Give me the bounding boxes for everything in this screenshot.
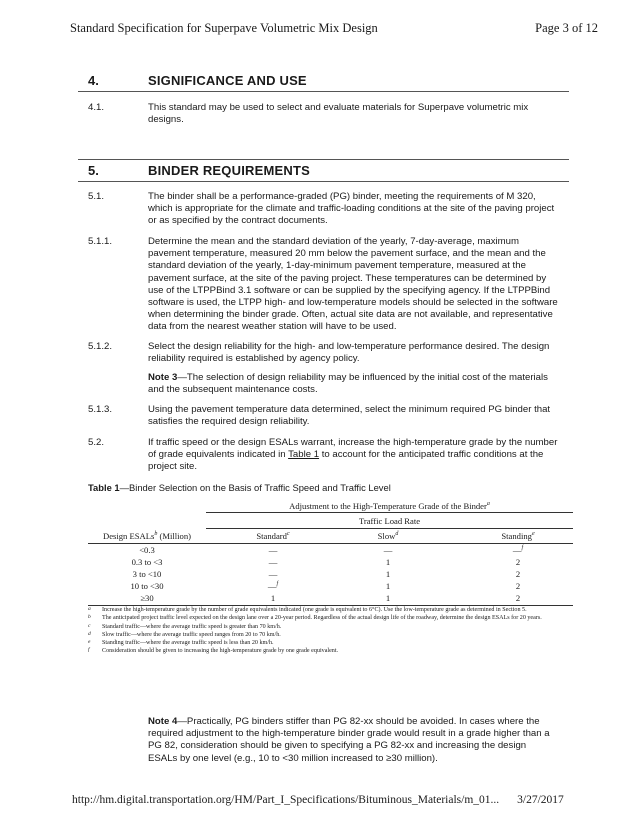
table-cell-slow: 1 [385, 569, 391, 579]
footer-url[interactable]: http://hm.digital.transportation.org/HM/Part_I_Specifications/Bituminous_Materials/m_01... [72, 794, 500, 806]
table-cell-standard: — [268, 569, 278, 579]
paragraph-number: 5.1.2. [88, 341, 113, 352]
column-header-standing: Standing$^e$ [501, 531, 535, 541]
section-rule [78, 91, 569, 92]
page-number: Page 3 of 12 [535, 21, 598, 35]
table-cell-slow: 1 [385, 593, 391, 603]
footnote: b The anticipated project traffic level expected on the design lane over a 20-year period. Regardless of the actual design life of the roadway, determine the design ESALs for 20 years. [88, 614, 542, 622]
paragraph-number: 4.1. [88, 102, 105, 113]
group-header: Adjustment to the High-Temperature Grade of the Binder$^a$ [289, 501, 490, 511]
section-title: SIGNIFICANCE AND USE [148, 73, 307, 88]
table-cell-standing: 2 [515, 581, 521, 591]
subgroup-header: Traffic Load Rate [358, 516, 421, 526]
note-label: Note 4 [148, 716, 178, 727]
note-4 [148, 716, 558, 765]
paragraph-text: The binder shall be a performance-graded (PG) binder, meeting the requirements of M 320, which is appropriate for the climate and traffic-loading conditions at the site of the paving project or as specified by the contract documents. [148, 191, 555, 227]
note-label: Note 3 [148, 372, 178, 383]
paragraph-number: 5.1.1. [88, 236, 113, 247]
table-cell-standard: — [268, 557, 278, 567]
table-footnotes [88, 606, 578, 656]
section-rule [78, 159, 569, 160]
table-cell-standard: 1 [270, 593, 276, 603]
table-rule [206, 512, 573, 513]
table-cell-slow: 1 [385, 557, 391, 567]
table-cell-esals: 3 to <10 [132, 569, 162, 579]
column-header-slow: Slow$^d$ [377, 531, 399, 541]
column-header-standard: Standard$^c$ [256, 531, 290, 541]
section-title: BINDER REQUIREMENTS [148, 163, 310, 178]
footnote: e Standing traffic—where the average traffic speed is less than 20 km/h. [88, 639, 274, 647]
table-rule [88, 543, 573, 544]
paragraph-text: This standard may be used to select and evaluate materials for Superpave volumetric mix designs. [148, 102, 529, 126]
table-cell-standing: 2 [515, 557, 521, 567]
footer-date: 3/27/2017 [517, 794, 564, 806]
paragraph-text: Select the design reliability for the high- and low-temperature performance desired. The design reliability required is established by agency policy. [148, 341, 550, 365]
note-text: —Practically, PG binders stiffer than PG 82-xx should be avoided. In cases where the required adjustment to the high-temperature binder grade would result in a grade higher than a PG 82, consideration should be given to specifying a PG 82-xx and increasing the design ESALs by one level (e.g., 10 to <30 million increased to ≥30 million). [148, 716, 550, 764]
footnote: a Increase the high-temperature grade by the number of grade equivalents indicated (one grade is equivalent to 6°C). Use the low-temperature grade as determined in Section 5. [88, 606, 527, 613]
document-title: Standard Specification for Superpave Volumetric Mix Design [70, 21, 378, 35]
footnote: c Standard traffic—where the average traffic speed is greater than 70 km/h. [88, 622, 282, 630]
table-rule [206, 528, 573, 529]
table-caption [88, 482, 391, 493]
table-cell-standard: — [268, 545, 278, 555]
section-rule [78, 181, 569, 182]
table-cell-standing: —$^f$ [512, 545, 524, 555]
table-cell-standing: 2 [515, 569, 521, 579]
note-3 [148, 372, 558, 396]
table-cell-standard: —$^f$ [267, 581, 279, 591]
table-cell-slow: — [383, 545, 393, 555]
page-header [70, 21, 598, 39]
footnote: d Slow traffic—where the average traffic speed ranges from 20 to 70 km/h. [88, 630, 281, 638]
table-cell-esals: 0.3 to <3 [131, 557, 163, 567]
paragraph-text: Using the pavement temperature data determined, select the minimum required PG binder that satisfies the required design reliability. [148, 404, 551, 428]
footnote: f Consideration should be given to increasing the high-temperature grade by one grade equivalent. [88, 647, 339, 655]
paragraph-text-part: If traffic speed or the design ESALs warrant, increase the high-temperature grade by the number of grade equivalents indicated in [148, 437, 558, 461]
table-1-link[interactable]: Table 1 [288, 449, 320, 461]
table-cell-slow: 1 [385, 581, 391, 591]
table-cell-esals: <0.3 [139, 545, 155, 555]
column-header-design-esals: Design ESALs$^b$ (Million) [103, 531, 191, 541]
paragraph-text-part: to account for the anticipated traffic conditions at the project site. [148, 449, 544, 473]
paragraph-text [148, 437, 558, 474]
paragraph-text: Determine the mean and the standard deviation of the yearly, 7-day-average, maximum pavement temperature, measured 20 mm below the pavement surface, and the mean and the standard deviation of the yearly, 1-day-minimum pavement temperature, measured at the pavement surface, at the site of the paving project. These temperatures can be determined by use of the LTPPBind 3.1 software or can be supplied by the specifying agency. If the LTPPBind software is used, the LTPP high- and low-temperature models should be selected in the software when determining the binder grade. Often, actual site data are not available, and representative data from the nearest weather station will have to be used. [148, 236, 558, 333]
paragraph-number: 5.1. [88, 191, 105, 202]
note-text: —The selection of design reliability may be influenced by the initial cost of the materials and the subsequent maintenance costs. [148, 372, 548, 396]
table-caption-label: Table 1 [88, 482, 120, 493]
table-cell-esals: ≥30 [140, 593, 154, 603]
page-footer [72, 794, 564, 806]
table-caption-text: —Binder Selection on the Basis of Traffic Speed and Traffic Level [119, 482, 391, 493]
table-cell-standing: 2 [515, 593, 521, 603]
paragraph-number: 5.1.3. [88, 404, 113, 415]
section-number: 4. [88, 73, 99, 88]
paragraph-number: 5.2. [88, 437, 105, 448]
section-number: 5. [88, 163, 99, 178]
table-cell-esals: 10 to <30 [130, 581, 164, 591]
